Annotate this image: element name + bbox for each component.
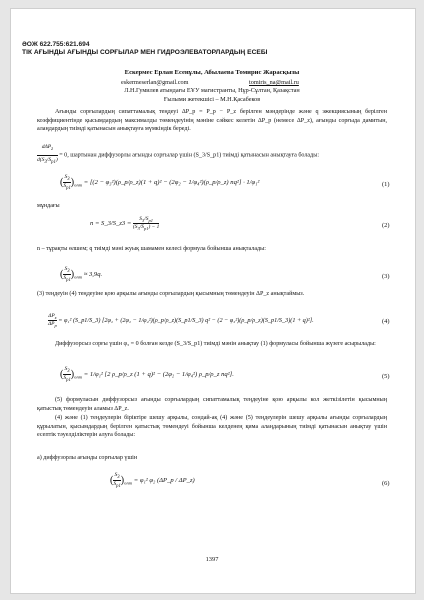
eq-number-1: (1) [382, 181, 390, 188]
equation-4: $\frac{\Delta P_z}{\Delta P_p}$ = φ₁² (S_p1/S_3) [2φ₂ + (2φ₂ − 1/φ₄²)(ρ_p/ρ_z)(S_p1/S_3) q² − (2 − φ₃²)(ρ_p/ρ_z)(S_p1/S_3)(1 + q)²]. [48, 313, 314, 329]
equation-1: ( $\frac{S_3}{S_{p1}}$ )$_{опт} = [(2$ − φ₃²)(ρ_p/ρ_z)(1 + q)² − (2φ₂ − 1/φ₄²)(ρ_p/ρ_z) nq²] · 1/φ₁² [60, 174, 260, 192]
eq-number-3: (3) [382, 273, 390, 280]
equation-5: ( $\frac{S_3}{S_{p1}}$ )$_{опт} = 1/\varphi_1^2$ [2 ρ_p/ρ_z (1 + q)² − (2φ₂ − 1/φ₄²) ρ_p/ρ_z nq²]. [60, 366, 234, 384]
equation-6: ( $\frac{S_3}{S_{p1}}$ )$_{опт} = \varphi_1^2$ φ₂ (ΔP_p / ΔP_z) [110, 472, 195, 490]
eq-number-6: (6) [382, 480, 390, 487]
paragraph-formula5: (5) формуласын диффузорсыз ағынды сорғылардың сипаттамалық теңдеуіне қою арқылы кол жеткізілетін қысымның қатыстық төмендеуін аламыз ΔP_z. [37, 397, 387, 412]
equation-6-body: = φ₁² φ₂ (ΔP_p / ΔP_z) [133, 477, 195, 485]
email-second[interactable]: tomiris_na@mail.ru [249, 79, 299, 86]
paragraph-intro: Ағынды сорғылардың сипаттамалық теңдеуі ΔP_p = P_p − P_z берілген мәндерінде және q эжекциясының берілген коэффициентінде қысымдардың максималды төмендеуінің мәніне сәйкес келетін ΔP_p (немесе ΔP_z), ағынды сорғыда дамитын, алаңдардың тиімді қатынасын анықтауға мүмкіндік береді. [37, 109, 387, 132]
equation-5-body: = 1/φ₁² [2 ρ_p/ρ_z (1 + q)² − (2φ₂ − 1/φ₄²) ρ_p/ρ_z nq²]. [83, 371, 234, 379]
affiliation: Л.Н.Гумилев атындағы ЕҰУ магистранты, Нұр-Сұлтан, Қазақстан [124, 87, 300, 94]
paper-title: ТІК АҒЫНДЫ АҒЫНДЫ СОРҒЫЛАР МЕН ГИДРОЭЛЕВАТОРЛАРДЫҢ ЕСЕБІ [22, 49, 268, 56]
eq-number-4: (4) [382, 318, 390, 325]
equation-1-body: = [(2 − φ₃²)(ρ_p/ρ_z)(1 + q)² − (2φ₂ − 1/φ₄²)(ρ_p/ρ_z) nq²] · 1/φ₁² [83, 179, 260, 187]
eq-number-5: (5) [382, 373, 390, 380]
equation-4-body: = φ₁² (S_p1/S_3) [2φ₂ + (2φ₂ − 1/φ₄²)(ρ_p/ρ_z)(S_p1/S_3) q² − (2 − φ₃²)(ρ_p/ρ_z)(S_p1/S_3)(1 + q)²]. [58, 317, 314, 324]
paragraph-condition [37, 143, 387, 167]
authors: Ескермес Ерлан Есенұлы, Абылаева Томирис Жарасқызы [124, 69, 300, 76]
udc-code: ӘОЖ 622.755:621.694 [22, 41, 90, 48]
paragraph-no-diffuser: Диффузорсыз сорғы үшін φ₃ = 0 болған кезде (S_3/S_p1) тиімді мәнін анықтау (1) формуласы бойынша жүзеге асырылады: [55, 341, 376, 347]
equation-3: ( $\frac{S_3}{S_{p1}}$ )$_{опт} \approx 3,9q$. [60, 266, 103, 284]
equation-3-body: ≈ 3,9q. [83, 271, 103, 279]
paragraph-combined: (4) және (1) теңдеулерін біріктіре шешу арқылы, сондай-ақ (4) және (5) теңдеулерін шешу арқылы ағынды сорғылардың құрылатын, қысымдардың берілген қатыстық төмендеуі бойынша келденең қима алаңдарының тиімді қатынасын анықтау үшін есептік тәуелділіктерін алуға болады: [37, 415, 387, 438]
equation-2-body: n = S_3/S_z3 = [90, 220, 132, 228]
page-number: 1397 [205, 556, 219, 563]
condition-text: = 0, шартынан диффузорлы ағынды сорғылар үшін (S_3/S_p1) тиімді қатынасын анықтауға болады: [59, 152, 320, 159]
equation-2: n = S_3/S_z3 = $\frac{S_3/S_{p1}}{(S_3/S_{p1}) - 1}$ [90, 216, 160, 232]
paragraph-substitution: (3) теңдеуін (4) теңдеуіне қою арқылы ағынды сорғылардың қысымның төмендеуін ΔP_z анықтаймыз. [37, 291, 305, 297]
paragraph-n: n – тұрақты өлшем; q тиімді мәні жуық шамамен келесі формула бойынша анықталады: [37, 246, 266, 252]
supervisor: Ғылыми жетекшісі – М.Н.Қасабеков [163, 96, 261, 103]
derivative-fraction: $\frac{d\Delta P_z}{d(S_3/S_{p1})}$ [37, 143, 58, 167]
label-where: мұндағы [37, 203, 60, 209]
email-first[interactable]: eskermeserlan@gmail.com [121, 79, 189, 86]
label-diffuser-pumps: а) диффузорлы ағынды сорғылар үшін [37, 455, 138, 461]
eq-number-2: (2) [382, 222, 390, 229]
